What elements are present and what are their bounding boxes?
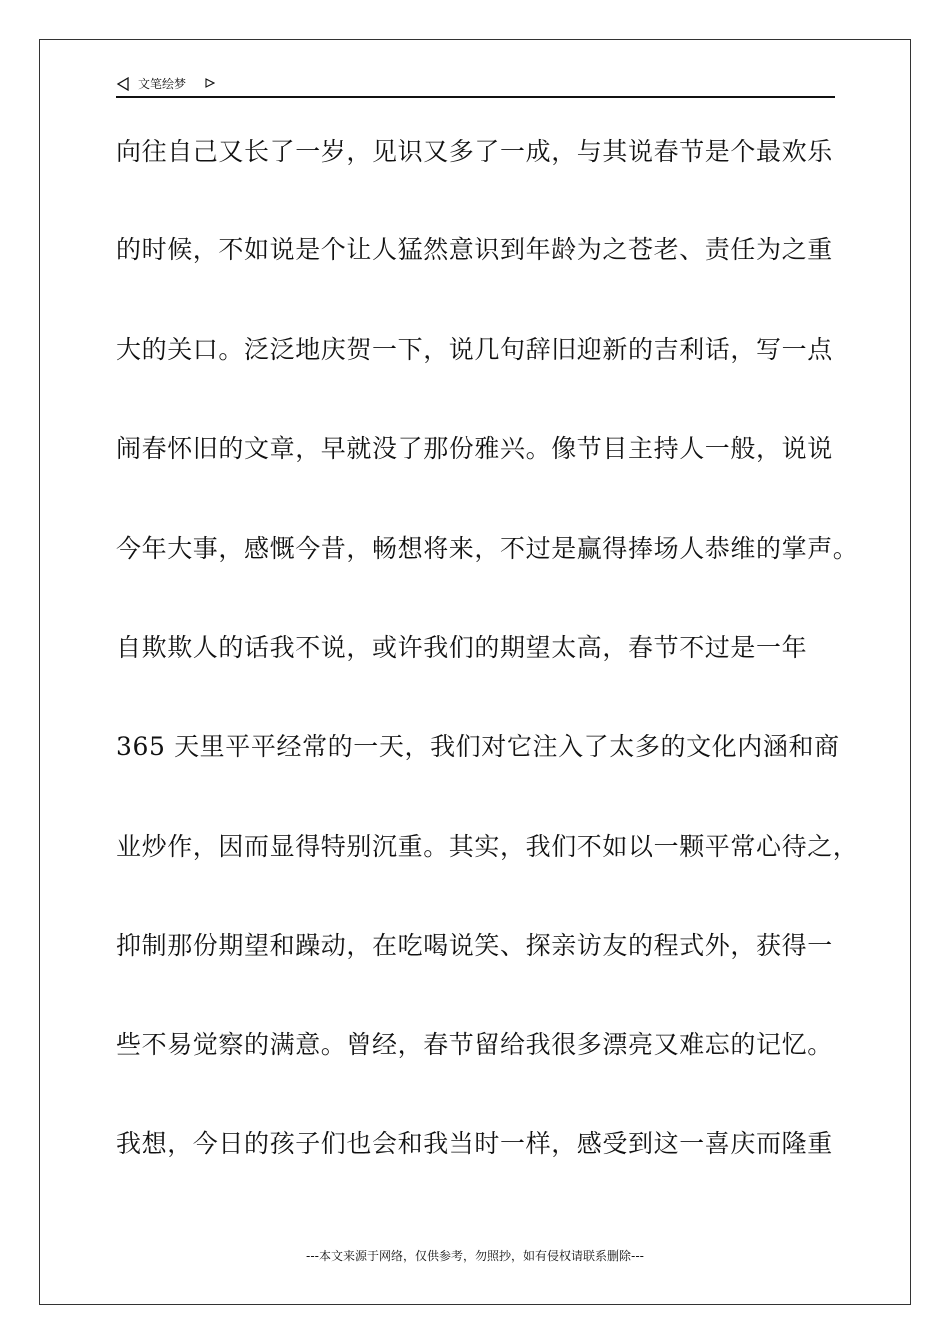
text-line: 大的关口。泛泛地庆贺一下，说几句辞旧迎新的吉利话，写一点 <box>116 335 833 364</box>
text-line: 自欺欺人的话我不说，或许我们的期望太高，春节不过是一年 <box>116 633 808 662</box>
text-line: 闹春怀旧的文章，早就没了那份雅兴。像节目主持人一般，说说 <box>116 434 833 463</box>
header-title: 文笔绘梦 <box>138 77 187 91</box>
text-line: 抑制那份期望和躁动，在吃喝说笑、探亲访友的程式外，获得一 <box>116 931 833 960</box>
page-header <box>116 74 835 98</box>
text-line: 365 天里平平经常的一天，我们对它注入了太多的文化内涵和商 <box>116 732 840 761</box>
text-line: 我想，今日的孩子们也会和我当时一样，感受到这一喜庆而隆重 <box>116 1129 833 1158</box>
triangle-left-icon <box>116 77 130 91</box>
text-line: 的时候，不如说是个让人猛然意识到年龄为之苍老、责任为之重 <box>116 235 833 264</box>
footer-disclaimer: ---本文来源于网络，仅供参考，勿照抄，如有侵权请联系删除--- <box>306 1249 644 1263</box>
triangle-right-icon <box>205 78 215 88</box>
text-line: 些不易觉察的满意。曾经，春节留给我很多漂亮又难忘的记忆。 <box>116 1030 833 1059</box>
text-line: 今年大事，感慨今昔，畅想将来，不过是赢得捧场人恭维的掌声。 <box>116 534 859 563</box>
text-line: 业炒作，因而显得特别沉重。其实，我们不如以一颗平常心待之， <box>116 832 859 861</box>
page-frame <box>39 39 911 1305</box>
text-line: 向往自己又长了一岁，见识又多了一成，与其说春节是个最欢乐 <box>116 137 833 166</box>
